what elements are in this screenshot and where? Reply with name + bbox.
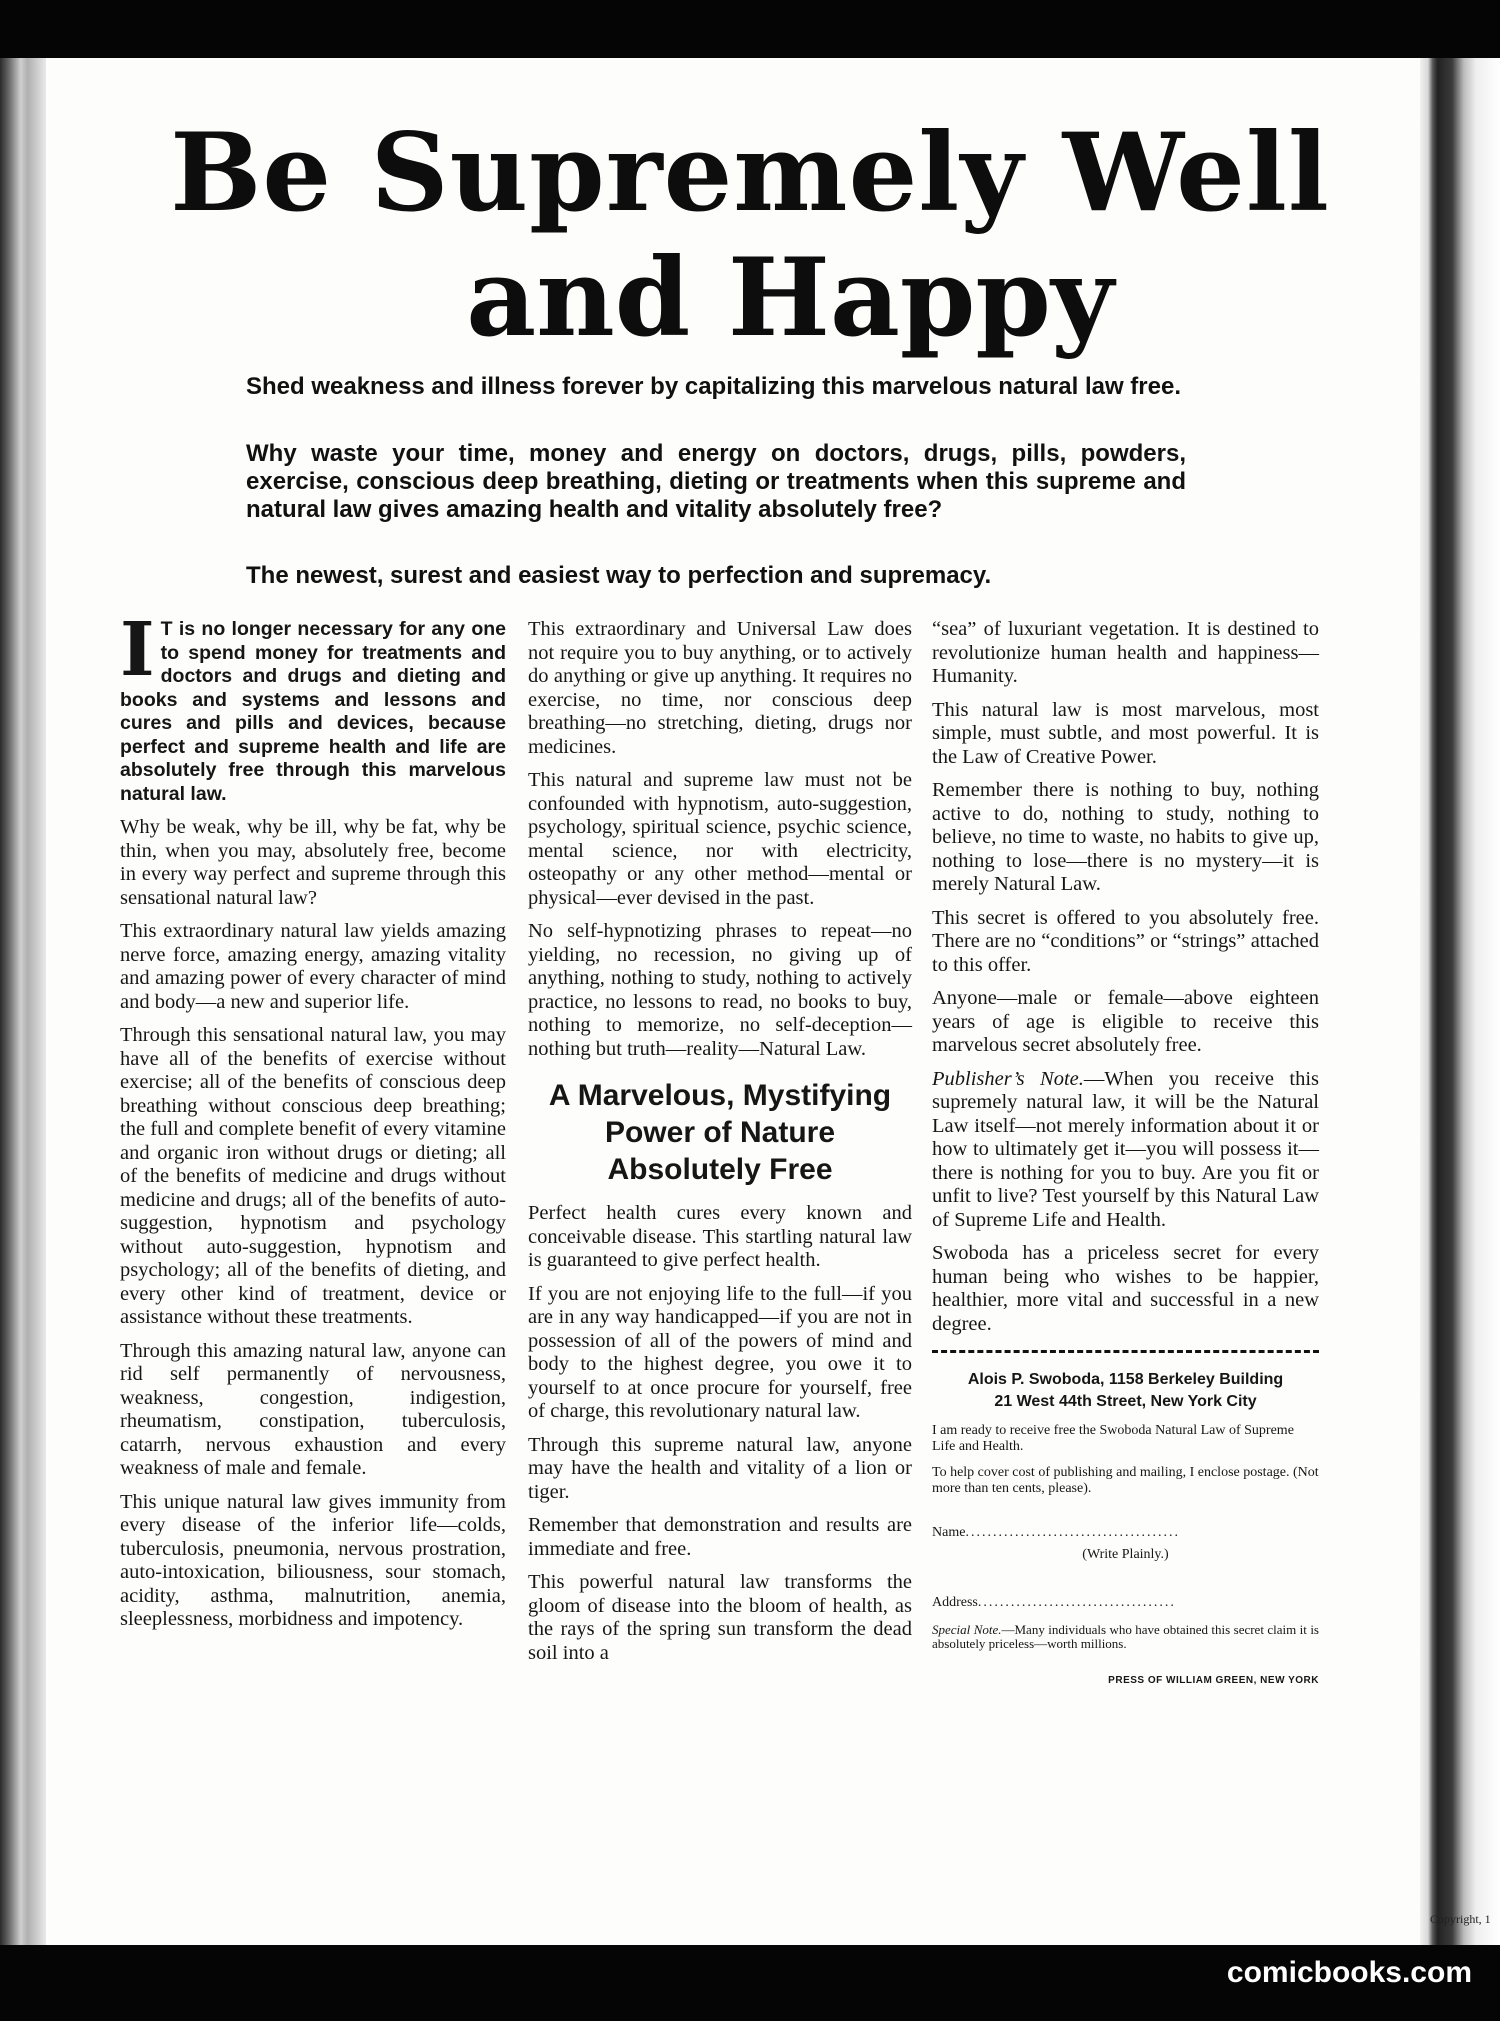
fill-in-line: ....................................... [965, 1525, 1180, 1540]
body-paragraph: This natural and supreme law must not be confounded with hypnotism, auto-suggestion, psychology, spiritual science, psychic science, mental science, nor with electricity, osteopathy or any other method—mental or physical—ever devised in the past. [528, 769, 912, 909]
body-paragraph: Why be weak, why be ill, why be fat, why be thin, when you may, absolutely free, become in every way perfect and supreme through this sensational natural law? [120, 816, 506, 909]
closing-paragraph: Swoboda has a priceless secret for every human being who wishes to be happier, healthier, more vital and successful in a new degree. [932, 1242, 1319, 1335]
order-coupon [932, 1369, 1319, 1692]
address-label: Address [932, 1594, 978, 1610]
body-paragraph: Perfect health cures every known and conceivable disease. This startling natural law is guaranteed to give perfect health. [528, 1202, 912, 1271]
special-note-label: Special Note. [932, 1621, 1002, 1637]
body-paragraph: Through this sensational natural law, you may have all of the benefits of exercise without exercise; all of the benefits of conscious deep breathing without conscious deep breathing; the full and complete benefit of every vitamine and organic iron without drugs or dieting; all of the benefits of medicine and drugs without medicine and drugs; all of the benefits of auto-suggestion, hypnotism and psychology without auto-suggestion, hypnotism and psychology; all of the benefits of dieting, and every other kind of treatment, device or assistance without these treatments. [120, 1024, 506, 1328]
fill-in-line: .................................... [977, 1594, 1176, 1610]
name-hint: (Write Plainly.) [1082, 1547, 1169, 1562]
section-subhead: A Marvelous, Mystifying Power of Nature Absolutely Free [548, 1079, 892, 1186]
body-paragraph: Through this supreme natural law, anyone may have the health and vitality of a lion or tiger. [528, 1433, 912, 1503]
body-paragraph: This secret is offered to you absolutely free. There are no “conditions” or “strings” attached to this offer. [932, 906, 1319, 976]
body-paragraph: This unique natural law gives immunity from every disease of the inferior life—colds, tuberculosis, pneumonia, nervous prostration, auto-intoxication, biliousness, sour stomach, acidity, asthma, malnutrition, anemia, sleeplessness, morbidness and impotency. [120, 1490, 506, 1630]
coupon-postage-text: To help cover cost of publishing and mailing, I enclose postage. (Not more than ten cents, please). [932, 1465, 1319, 1496]
body-paragraph: Through this amazing natural law, anyone can rid self permanently of nervousness, weakness, congestion, indigestion, rheumatism, constipation, tuberculosis, catarrh, nervous exhaustion and every weakness of male and female. [120, 1339, 506, 1479]
coupon-name-field[interactable] [932, 1525, 1319, 1541]
body-paragraph: This extraordinary natural law yields amazing nerve force, amazing energy, amazing vitality and amazing power of every character of mind and body—a new and superior life. [120, 920, 506, 1013]
coupon-address-line-2: 21 West 44th Street, New York City [994, 1393, 1257, 1410]
site-watermark: comicbooks.com [1226, 1956, 1472, 1989]
publishers-note-text: —When you receive this supremely natural law, it will be the Natural Law itself—not merely information about it or how to ultimately get it—you will possess it—there is nothing for you to buy. Are you fit or unfit to live? Test yourself by this Natural Law of Supreme Life and Health. [932, 1067, 1320, 1231]
coupon-address-line-1: Alois P. Swoboda, 1158 Berkeley Building [967, 1371, 1284, 1388]
copyright-fragment: Copyright, 1 [1430, 1912, 1491, 1926]
coupon-cut-line [932, 1350, 1319, 1353]
body-paragraph: Remember that demonstration and results are immediate and free. [528, 1514, 912, 1560]
lead-paragraph-1: Shed weakness and illness forever by capitalizing this marvelous natural law free. [246, 373, 1182, 400]
coupon-request-text: I am ready to receive free the Swoboda Natural Law of Supreme Life and Health. [932, 1423, 1294, 1454]
scan-top-border [0, 0, 1500, 58]
body-paragraph: If you are not enjoying life to the full—if you are in any way handicapped—if you are not in possession of all of the powers of mind and body to the highest degree, you owe it to yourself to at once procure for yourself, free of charge, this revolutionary natural law. [528, 1282, 912, 1422]
drop-cap: I [120, 607, 155, 693]
intro-paragraph [120, 607, 506, 806]
column-2 [528, 618, 912, 1675]
publishers-note-label: Publisher’s Note. [932, 1067, 1084, 1090]
intro-text: T is no longer necessary for any one to spend money for treatments and doctors and drugs and dieting and books and systems and lessons and cures and pills and devices, because perfect and supreme health and life are absolutely free through this marvelous natural law. [120, 618, 506, 805]
name-label: Name [932, 1525, 966, 1540]
publishers-note [932, 1068, 1319, 1233]
special-note [932, 1623, 1319, 1651]
coupon-address-field[interactable] [932, 1595, 1319, 1611]
lead-paragraph-2: Why waste your time, money and energy on doctors, drugs, pills, powders, exercise, conscious deep breathing, dieting or treatments when this supreme and natural law gives amazing health and vitality absolutely free? [246, 440, 1186, 523]
headline-line-2: and Happy [466, 235, 1114, 361]
column-1 [120, 607, 506, 1642]
body-paragraph: No self-hypnotizing phrases to repeat—no yielding, no recession, no giving up of anything, nothing to study, nothing to actively practice, no lessons to read, no books to buy, nothing to memorize, no self-deception—nothing but truth—reality—Natural Law. [528, 920, 912, 1060]
printer-imprint: PRESS OF WILLIAM GREEN, NEW YORK [1108, 1674, 1319, 1686]
body-paragraph: Anyone—male or female—above eighteen years of age is eligible to receive this marvelous secret absolutely free. [932, 987, 1319, 1056]
body-paragraph: This powerful natural law transforms the gloom of disease into the bloom of health, as the rays of the spring sun transform the dead soil into a [528, 1571, 912, 1664]
body-paragraph: “sea” of luxuriant vegetation. It is destined to revolutionize human health and happiness—Humanity. [932, 618, 1319, 687]
body-paragraph: This natural law is most marvelous, most simple, must subtle, and most powerful. It is the Law of Creative Power. [932, 698, 1319, 768]
column-3 [932, 618, 1319, 1692]
body-paragraph: Remember there is nothing to buy, nothing active to do, nothing to study, nothing to believe, no time to waste, no habits to give up, nothing to lose—there is no mystery—it is merely Natural Law. [932, 779, 1319, 895]
headline-line-1: Be Supremely Well [170, 110, 1330, 236]
lead-paragraph-3: The newest, surest and easiest way to perfection and supremacy. [246, 562, 992, 589]
special-note-text: —Many individuals who have obtained this secret claim it is absolutely priceless—worth millions. [932, 1621, 1319, 1651]
body-paragraph: This extraordinary and Universal Law does not require you to buy anything, or to actively do anything or give up anything. It requires no exercise, no time, nor conscious deep breathing—no stretching, dieting, drugs nor medicines. [528, 618, 912, 758]
